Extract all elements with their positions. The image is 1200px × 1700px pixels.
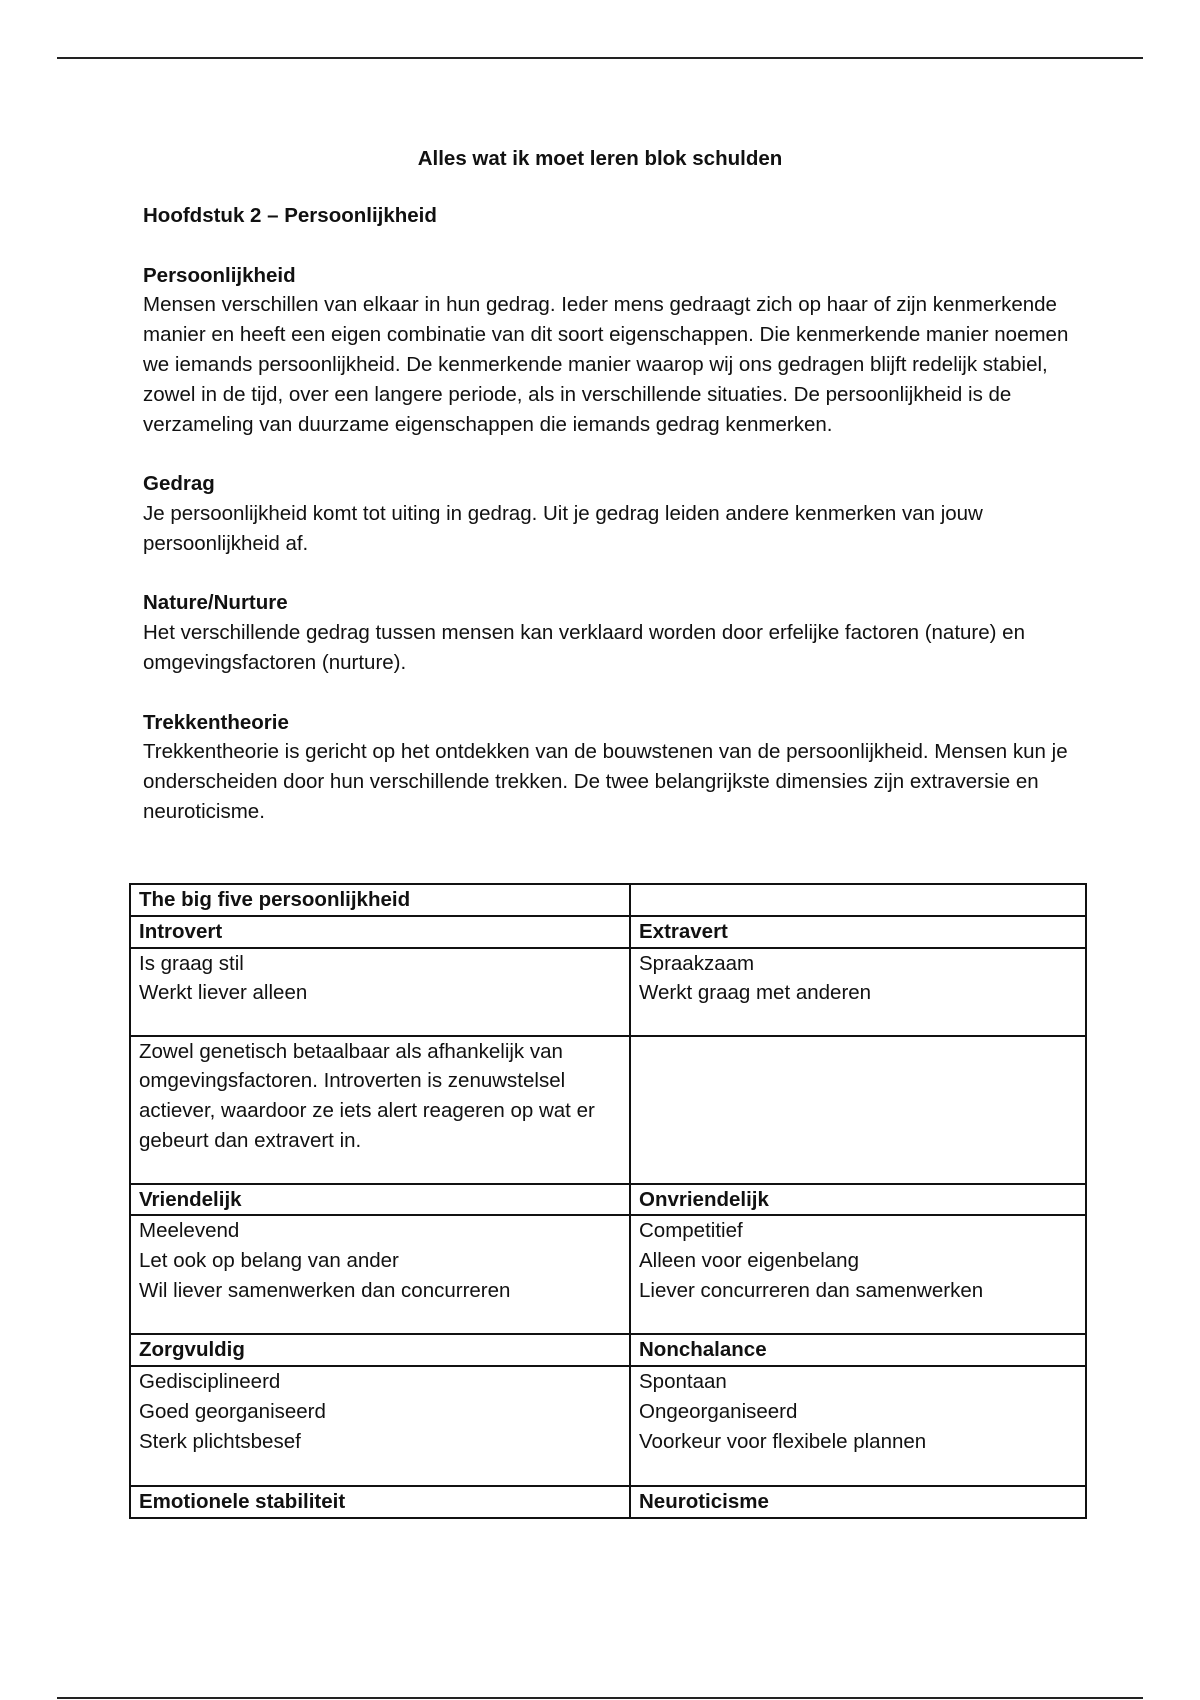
trait-header-extravert: Extravert: [630, 916, 1086, 948]
table-title: The big five persoonlijkheid: [130, 884, 630, 916]
trait-header-emotionele-stabiliteit: Emotionele stabiliteit: [130, 1486, 630, 1518]
table-row: [130, 916, 1086, 948]
table-row: [130, 1036, 1086, 1184]
list-item: Competitief: [639, 1219, 743, 1243]
list-item: Liever concurreren dan samenwerken: [639, 1278, 984, 1302]
table-row: [130, 948, 1086, 1036]
document-title: Alles wat ik moet leren blok schulden: [417, 147, 783, 170]
list-item: Sterk plichtsbesef: [139, 1429, 301, 1453]
trait-list-zorgvuldig: [130, 1366, 630, 1486]
trait-header-neuroticisme: Neuroticisme: [630, 1486, 1086, 1518]
section-heading: Nature/Nurture: [143, 591, 288, 615]
trait-header-zorgvuldig: Zorgvuldig: [130, 1334, 630, 1366]
top-rule: [57, 57, 1143, 59]
section-persoonlijkheid: [143, 261, 1073, 440]
table-title-right: [630, 884, 1086, 916]
list-item: Ongeorganiseerd: [639, 1399, 798, 1423]
chapter-heading: Hoofdstuk 2 – Persoonlijkheid: [143, 204, 437, 227]
list-item: Spontaan: [639, 1370, 727, 1394]
trait-list-nonchalance: [630, 1366, 1086, 1486]
section-heading: Persoonlijkheid: [143, 263, 296, 287]
extravert-note: [630, 1036, 1086, 1184]
trait-list-introvert: [130, 948, 630, 1036]
list-item: Alleen voor eigenbelang: [639, 1249, 859, 1273]
section-heading: Trekkentheorie: [143, 710, 289, 734]
list-item: Wil liever samenwerken dan concurreren: [139, 1278, 511, 1302]
trait-list-onvriendelijk: [630, 1215, 1086, 1334]
table-row: [130, 1366, 1086, 1486]
list-item: Werkt liever alleen: [139, 981, 308, 1005]
section-body: Mensen verschillen van elkaar in hun gedrag. Ieder mens gedraagt zich op haar of zijn kenmerkende manier en heeft een eigen combinatie van dit soort eigenschappen. Die kenmerkende manier noemen we iemands persoonlijkheid. De kenmerkende manier waarop wij ons gedragen blijft redelijk stabiel, zowel in de tijd, over een langere periode, als in verschillende situaties. De persoonlijkheid is de verzameling van duurzame eigenschappen die iemands gedrag kenmerken.: [143, 293, 1069, 436]
section-heading: Gedrag: [143, 472, 215, 496]
document-body: [143, 201, 1073, 857]
section-body: Je persoonlijkheid komt tot uiting in gedrag. Uit je gedrag leiden andere kenmerken van jouw persoonlijkheid af.: [143, 501, 983, 555]
table-row: [130, 1215, 1086, 1334]
trait-header-introvert: Introvert: [130, 916, 630, 948]
big-five-table: [129, 883, 1087, 1519]
list-item: Is graag stil: [139, 951, 244, 975]
section-trekkentheorie: [143, 708, 1073, 827]
trait-header-vriendelijk: Vriendelijk: [130, 1184, 630, 1216]
table-row: [130, 1184, 1086, 1216]
list-item: Meelevend: [139, 1219, 240, 1243]
section-nature-nurture: [143, 588, 1073, 677]
section-body: Het verschillende gedrag tussen mensen kan verklaard worden door erfelijke factoren (nature) en omgevingsfactoren (nurture).: [143, 621, 1025, 674]
trait-list-extravert: [630, 948, 1086, 1036]
trait-header-onvriendelijk: Onvriendelijk: [630, 1184, 1086, 1216]
bottom-rule: [57, 1697, 1143, 1699]
list-item: Goed georganiseerd: [139, 1399, 326, 1423]
table-row: [130, 1334, 1086, 1366]
list-item: Gedisciplineerd: [139, 1370, 281, 1394]
table-row: [130, 1486, 1086, 1518]
section-gedrag: [143, 469, 1073, 558]
table-title-row: [130, 884, 1086, 916]
introvert-note: Zowel genetisch betaalbaar als afhankelijk van omgevingsfactoren. Introverten is zenuwstelsel actiever, waardoor ze iets alert reageren op wat er gebeurt dan extravert in.: [130, 1036, 630, 1184]
list-item: Spraakzaam: [639, 951, 755, 975]
list-item: Werkt graag met anderen: [639, 981, 872, 1005]
trait-list-vriendelijk: [130, 1215, 630, 1334]
trait-header-nonchalance: Nonchalance: [630, 1334, 1086, 1366]
list-item: Let ook op belang van ander: [139, 1249, 399, 1273]
section-body: Trekkentheorie is gericht op het ontdekken van de bouwstenen van de persoonlijkheid. Mensen kun je onderscheiden door hun verschillende trekken. De twee belangrijkste dimensies zijn extraversie en neuroticisme.: [143, 740, 1068, 823]
list-item: Voorkeur voor flexibele plannen: [639, 1429, 927, 1453]
